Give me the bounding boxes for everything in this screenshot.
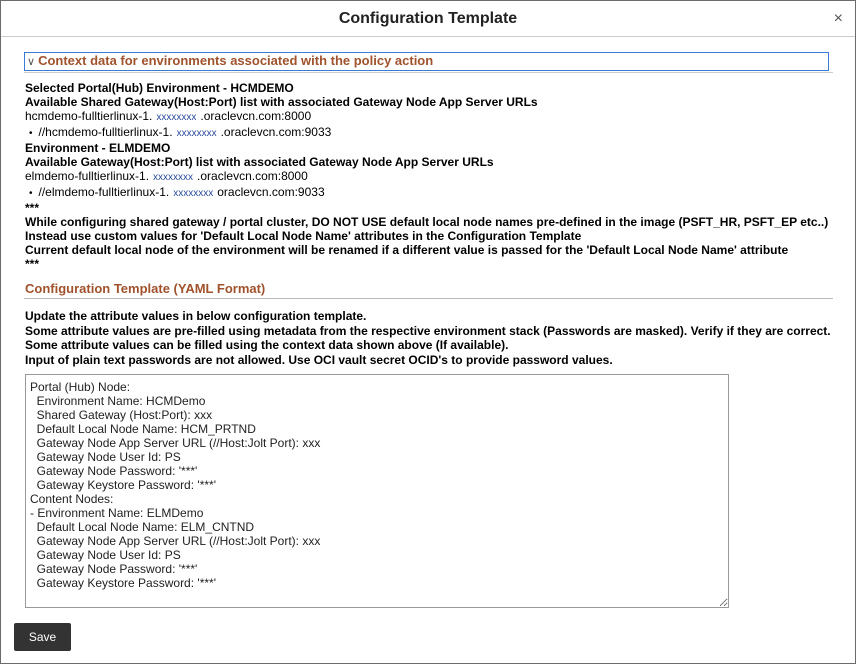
- yaml-template-textarea[interactable]: [25, 374, 729, 608]
- warning-line-2: Instead use custom values for 'Default Local Node Name' attributes in the Configuration Template: [25, 229, 582, 243]
- chevron-down-icon: ∨: [27, 56, 36, 68]
- portal-url: • //hcmdemo-fulltierlinux-1. xxxxxxxx .oraclevcn.com:9033: [25, 125, 845, 141]
- close-icon[interactable]: ×: [833, 10, 843, 27]
- instruction-3: Some attribute values can be filled using the context data shown above (If available).: [25, 338, 509, 352]
- separator: ***: [25, 257, 40, 271]
- env-list-label: Available Gateway(Host:Port) list with associated Gateway Node App Server URLs: [25, 155, 494, 169]
- separator: ***: [25, 201, 40, 215]
- template-section-title: Configuration Template (YAML Format): [25, 281, 266, 296]
- warning-line-3: Current default local node of the environment will be renamed if a different value is passed for the 'Default Local Node Name' attribute: [25, 243, 789, 257]
- portal-host: hcmdemo-fulltierlinux-1. xxxxxxxx .oraclevcn.com:8000: [25, 109, 312, 123]
- dialog-titlebar: [1, 1, 855, 37]
- save-button[interactable]: Save: [14, 623, 71, 651]
- context-data-section-toggle[interactable]: [24, 52, 829, 71]
- context-section-title: Context data for environments associated with the policy action: [38, 53, 434, 68]
- env-url: • //elmdemo-fulltierlinux-1. xxxxxxxx oraclevcn.com:9033: [25, 185, 845, 201]
- template-instructions: [25, 309, 831, 367]
- portal-env-label: Selected Portal(Hub) Environment - HCMDEMO: [25, 81, 294, 95]
- context-data: [25, 81, 845, 271]
- divider: [24, 72, 833, 73]
- portal-list-label: Available Shared Gateway(Host:Port) list with associated Gateway Node App Server URLs: [25, 95, 538, 109]
- warning-line-1: While configuring shared gateway / portal cluster, DO NOT USE default local node names pre-defined in the image (PSFT_HR, PSFT_EP etc..): [25, 215, 829, 229]
- instruction-2: Some attribute values are pre-filled using metadata from the respective environment stack (Passwords are masked). Verify if they are correct.: [25, 323, 831, 338]
- divider: [24, 298, 833, 299]
- env-host: elmdemo-fulltierlinux-1. xxxxxxxx .oraclevcn.com:8000: [25, 169, 308, 183]
- env-label: Environment - ELMDEMO: [25, 141, 171, 155]
- instruction-1: Update the attribute values in below configuration template.: [25, 309, 367, 323]
- instruction-4: Input of plain text passwords are not allowed. Use OCI vault secret OCID's to provide password values.: [25, 352, 613, 367]
- dialog-title: Configuration Template: [338, 10, 518, 27]
